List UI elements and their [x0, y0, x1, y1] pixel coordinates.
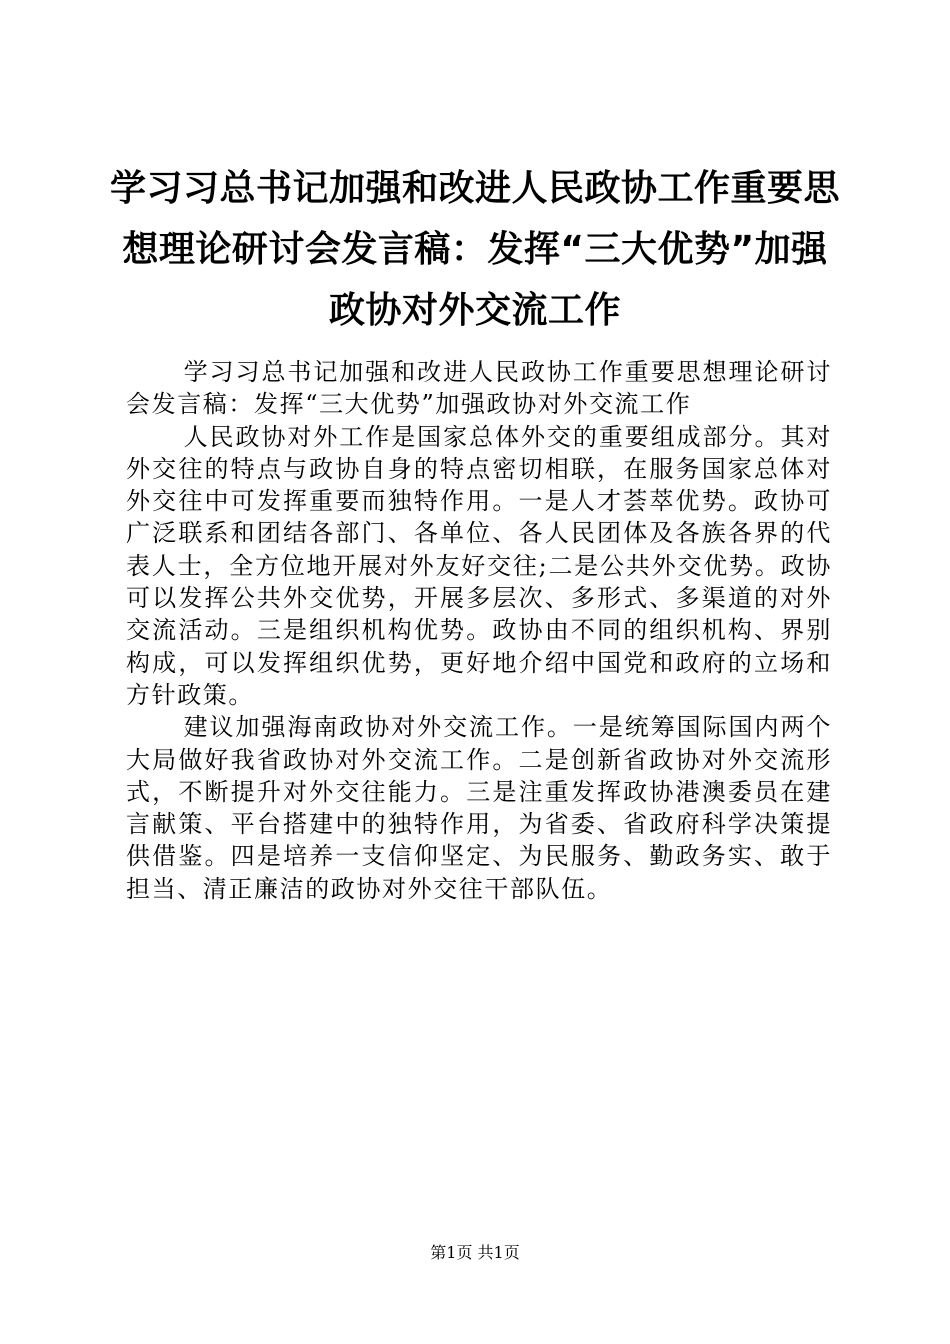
paragraph-intro: 学习习总书记加强和改进人民政协工作重要思想理论研讨会发言稿：发挥“三大优势”加强政协对外交流工作	[126, 358, 832, 419]
paragraph-suggestions: 建议加强海南政协对外交流工作。一是统筹国际国内两个大局做好我省政协对外交流工作。二是创新省政协对外交流形式，不断提升对外交往能力。三是注重发挥政协港澳委员在建言献策、平台搭建中的独特作用，为省委、省政府科学决策提供借鉴。四是培养一支信仰坚定、为民服务、勤政务实、敢于担当、清正廉洁的政协对外交往干部队伍。	[126, 713, 832, 903]
document-title: 学习习总书记加强和改进人民政协工作重要思想理论研讨会发言稿：发挥“三大优势”加强政协对外交流工作	[110, 168, 841, 331]
paragraph-advantages: 人民政协对外工作是国家总体外交的重要组成部分。其对外交往的特点与政协自身的特点密切相联，在服务国家总体对外交往中可发挥重要而独特作用。一是人才荟萃优势。政协可广泛联系和团结各部门、各单位、各人民团体及各族各界的代表人士，全方位地开展对外友好交往;二是公共外交优势。政协可以发挥公共外交优势，开展多层次、多形式、多渠道的对外交流活动。三是组织机构优势。政协由不同的组织机构、界别构成，可以发挥组织优势，更好地介绍中国党和政府的立场和方针政策。	[126, 422, 832, 709]
page-number-footer: 第1页 共1页	[430, 1243, 520, 1262]
document-body	[126, 356, 832, 905]
